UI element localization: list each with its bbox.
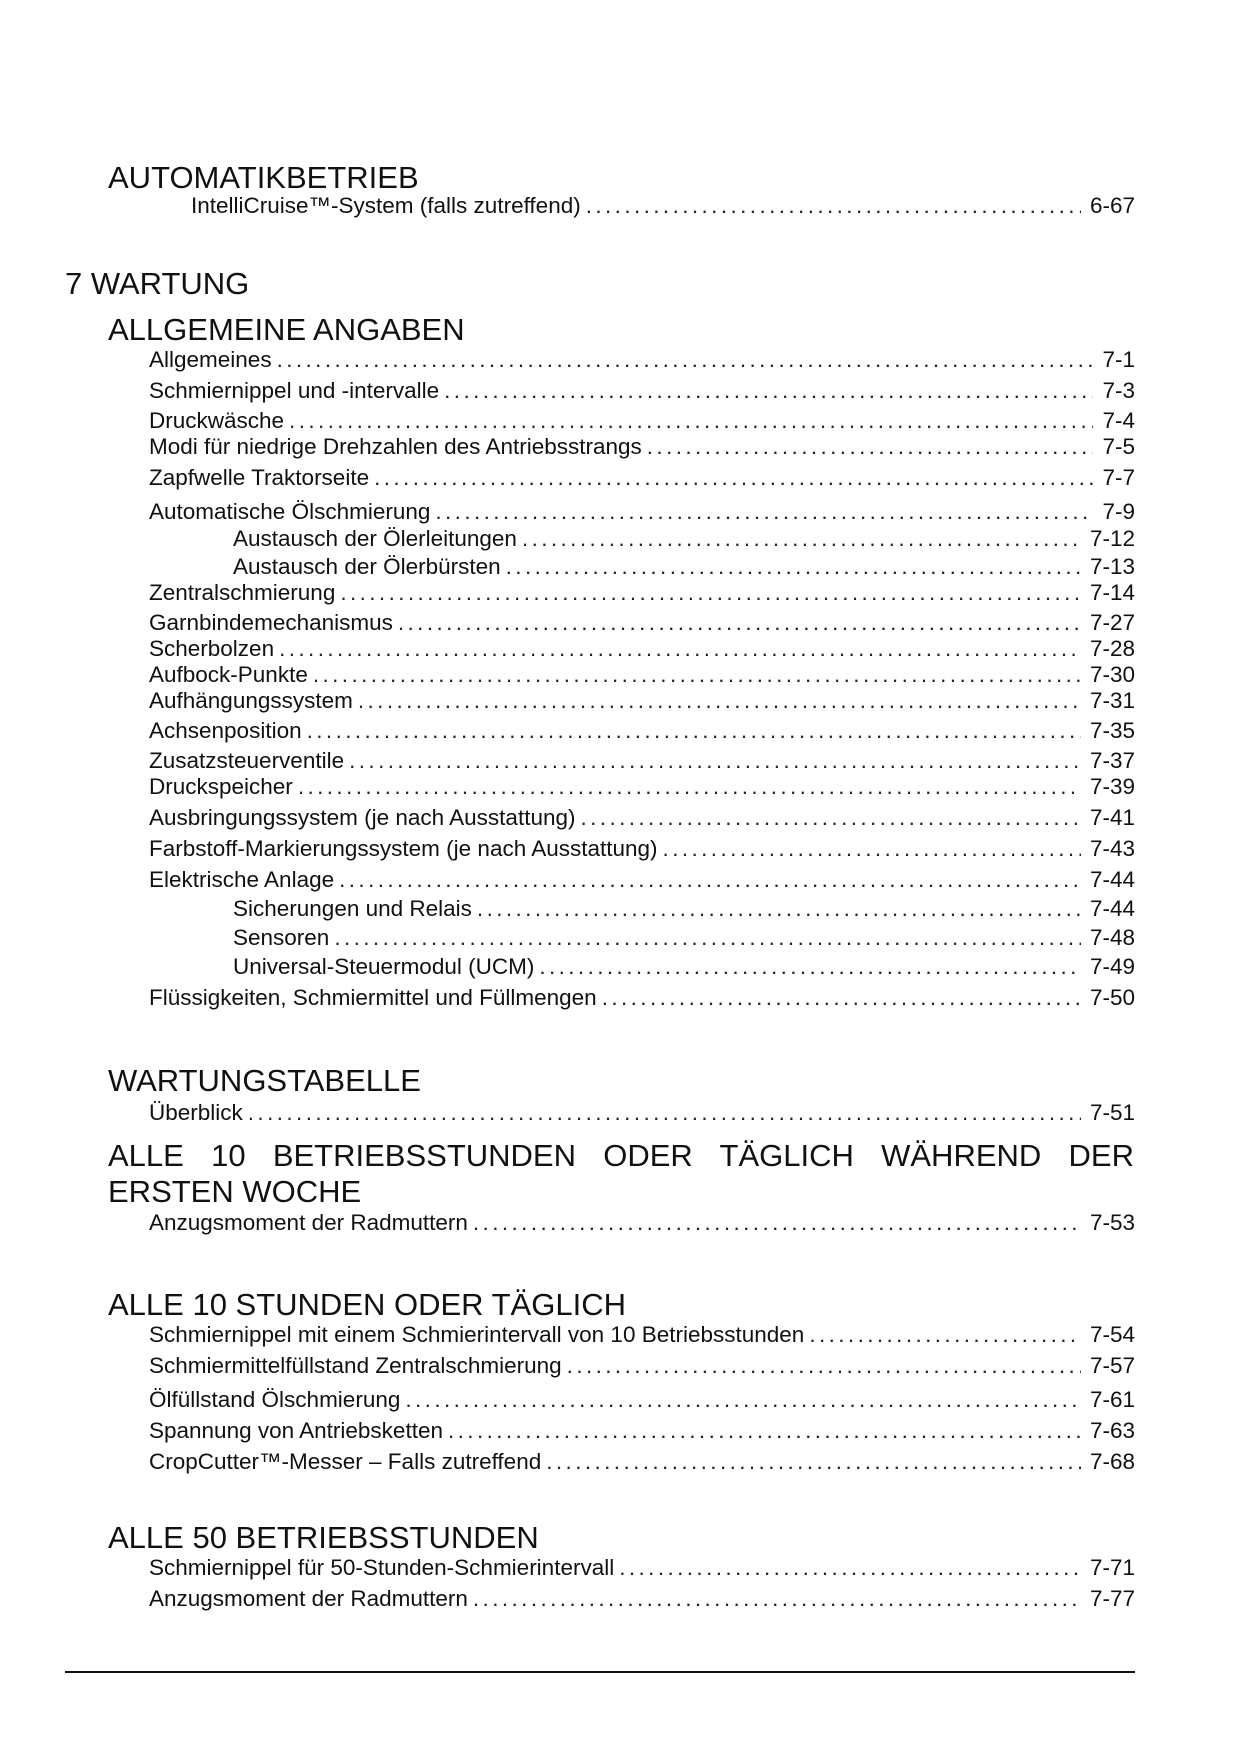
toc-entry-page: 7-54 — [1089, 1322, 1135, 1347]
dot-leader — [307, 718, 1081, 744]
dot-leader — [567, 1353, 1081, 1379]
toc-entry[interactable] — [191, 193, 1135, 219]
toc-entry[interactable] — [149, 636, 1135, 662]
dot-leader — [340, 580, 1081, 606]
section-heading: WARTUNGSTABELLE — [108, 1063, 421, 1098]
toc-entry-title: Achsenposition — [149, 718, 302, 743]
toc-entry-title: Spannung von Antriebsketten — [149, 1418, 443, 1443]
dot-leader — [358, 688, 1081, 714]
toc-entry[interactable] — [149, 610, 1135, 636]
toc-entry-title: Schmiernippel mit einem Schmierintervall von 10 Betriebsstunden — [149, 1322, 805, 1347]
dot-leader — [349, 748, 1081, 774]
toc-entry[interactable] — [149, 718, 1135, 744]
section-heading: ALLE 50 BETRIEBSSTUNDEN — [108, 1520, 539, 1555]
toc-entry-title: Schmiernippel für 50-Stunden-Schmierintervall — [149, 1555, 615, 1580]
toc-entry-page: 7-30 — [1089, 662, 1135, 687]
dot-leader — [663, 836, 1081, 862]
toc-entry-title: Zentralschmierung — [149, 580, 336, 605]
dot-leader — [435, 499, 1093, 525]
toc-entry-title: Schmiermittelfüllstand Zentralschmierung — [149, 1353, 562, 1378]
dot-leader — [398, 610, 1081, 636]
toc-entry[interactable] — [149, 1449, 1135, 1475]
dot-leader — [289, 408, 1093, 434]
dot-leader — [539, 954, 1081, 980]
toc-entry-title: Ölfüllstand Ölschmierung — [149, 1387, 401, 1412]
toc-entry[interactable] — [149, 774, 1135, 800]
toc-entry-title: Druckwäsche — [149, 408, 285, 433]
toc-entry-title: Scherbolzen — [149, 636, 275, 661]
toc-entry-title: Elektrische Anlage — [149, 867, 335, 892]
toc-entry-title: Aufhängungssystem — [149, 688, 353, 713]
toc-entry-title: Ausbringungssystem (je nach Ausstattung) — [149, 805, 576, 830]
toc-entry-title: Garnbindemechanismus — [149, 610, 393, 635]
toc-entry-page: 7-9 — [1102, 499, 1135, 524]
toc-entry-title: Modi für niedrige Drehzahlen des Antriebsstrangs — [149, 434, 642, 459]
toc-entry-page: 7-14 — [1089, 580, 1135, 605]
toc-entry-page: 7-77 — [1089, 1586, 1135, 1611]
toc-entry[interactable] — [149, 985, 1135, 1011]
toc-entry-page: 7-41 — [1089, 805, 1135, 830]
dot-leader — [546, 1449, 1081, 1475]
toc-entry[interactable] — [149, 499, 1135, 525]
toc-entry[interactable] — [149, 1100, 1135, 1126]
toc-entry-page: 7-44 — [1089, 867, 1135, 892]
dot-leader — [313, 662, 1081, 688]
toc-entry[interactable] — [149, 1555, 1135, 1581]
toc-entry-page: 7-13 — [1089, 554, 1135, 579]
toc-entry-page: 7-71 — [1089, 1555, 1135, 1580]
dot-leader — [586, 193, 1081, 219]
toc-entry-page: 7-31 — [1089, 688, 1135, 713]
toc-entry-page: 7-43 — [1089, 836, 1135, 861]
toc-entry-title: Austausch der Ölerbürsten — [233, 554, 501, 579]
footer-rule — [65, 1671, 1135, 1673]
dot-leader — [298, 774, 1081, 800]
toc-entry[interactable] — [149, 465, 1135, 491]
toc-entry-page: 7-50 — [1089, 985, 1135, 1010]
toc-entry-page: 7-61 — [1089, 1387, 1135, 1412]
dot-leader — [374, 465, 1093, 491]
toc-entry-page: 7-68 — [1089, 1449, 1135, 1474]
dot-leader — [477, 896, 1081, 922]
toc-entry[interactable] — [149, 836, 1135, 862]
toc-entry-page: 7-3 — [1102, 378, 1135, 403]
toc-entry-page: 7-39 — [1089, 774, 1135, 799]
toc-entry-page: 7-44 — [1089, 896, 1135, 921]
section-heading: ALLGEMEINE ANGABEN — [108, 312, 465, 347]
toc-entry[interactable] — [149, 805, 1135, 831]
dot-leader — [580, 805, 1080, 831]
toc-entry[interactable] — [149, 1387, 1135, 1413]
toc-entry-title: Austausch der Ölerleitungen — [233, 526, 517, 551]
toc-entry[interactable] — [149, 688, 1135, 714]
toc-entry-title: Zapfwelle Traktorseite — [149, 465, 370, 490]
toc-entry-page: 7-53 — [1089, 1210, 1135, 1235]
toc-entry-title: Druckspeicher — [149, 774, 293, 799]
toc-entry[interactable] — [149, 1353, 1135, 1379]
toc-entry-title: Anzugsmoment der Radmuttern — [149, 1210, 468, 1235]
dot-leader — [277, 347, 1094, 373]
toc-entry[interactable] — [149, 347, 1135, 373]
toc-entry-title: Aufbock-Punkte — [149, 662, 308, 687]
toc-entry-page: 7-1 — [1102, 347, 1135, 372]
toc-entry-title: CropCutter™-Messer – Falls zutreffend — [149, 1449, 542, 1474]
toc-entry-page: 7-28 — [1089, 636, 1135, 661]
toc-entry-page: 7-51 — [1089, 1100, 1135, 1125]
section-heading: AUTOMATIKBETRIEB — [108, 160, 419, 195]
toc-entry-title: Allgemeines — [149, 347, 272, 372]
toc-entry-title: IntelliCruise™-System (falls zutreffend) — [191, 193, 581, 218]
toc-entry-title: Universal-Steuermodul (UCM) — [233, 954, 535, 979]
toc-entry[interactable] — [149, 748, 1135, 774]
toc-entry-page: 7-63 — [1089, 1418, 1135, 1443]
toc-entry[interactable] — [149, 662, 1135, 688]
toc-entry-page: 7-7 — [1102, 465, 1135, 490]
toc-entry[interactable] — [233, 554, 1135, 580]
dot-leader — [619, 1555, 1081, 1581]
chapter-heading: 7 WARTUNG — [65, 266, 250, 301]
toc-entry-page: 7-35 — [1089, 718, 1135, 743]
toc-entry[interactable] — [233, 954, 1135, 980]
toc-entry-page: 7-5 — [1102, 434, 1135, 459]
toc-entry-title: Zusatzsteuerventile — [149, 748, 345, 773]
toc-entry[interactable] — [149, 1210, 1135, 1236]
toc-entry-page: 7-27 — [1089, 610, 1135, 635]
dot-leader — [405, 1387, 1081, 1413]
toc-entry-page: 7-12 — [1089, 526, 1135, 551]
toc-entry-page: 7-4 — [1102, 408, 1135, 433]
toc-entry[interactable] — [233, 896, 1135, 922]
dot-leader — [473, 1586, 1081, 1612]
section-heading: ALLE 10 BETRIEBSSTUNDEN ODER TÄGLICH WÄHREND DER ERSTEN WOCHE — [108, 1138, 1134, 1209]
toc-entry-title: Schmiernippel und -intervalle — [149, 378, 440, 403]
section-heading: ALLE 10 STUNDEN ODER TÄGLICH — [108, 1287, 626, 1322]
dot-leader — [248, 1100, 1081, 1126]
toc-entry[interactable] — [149, 408, 1135, 434]
toc-entry[interactable] — [149, 1322, 1135, 1348]
toc-entry-title: Flüssigkeiten, Schmiermittel und Füllmengen — [149, 985, 597, 1010]
toc-entry-page: 7-48 — [1089, 925, 1135, 950]
dot-leader — [809, 1322, 1081, 1348]
dot-leader — [602, 985, 1081, 1011]
toc-entry[interactable] — [149, 434, 1135, 460]
toc-entry-title: Sicherungen und Relais — [233, 896, 472, 921]
toc-entry-title: Farbstoff-Markierungssystem (je nach Ausstattung) — [149, 836, 658, 861]
toc-entry[interactable] — [149, 1586, 1135, 1612]
toc-entry-page: 7-49 — [1089, 954, 1135, 979]
toc-entry-title: Automatische Ölschmierung — [149, 499, 431, 524]
dot-leader — [339, 867, 1081, 893]
toc-entry[interactable] — [149, 1418, 1135, 1444]
toc-entry[interactable] — [233, 526, 1135, 552]
toc-entry-title: Anzugsmoment der Radmuttern — [149, 1586, 468, 1611]
toc-entry[interactable] — [149, 580, 1135, 606]
dot-leader — [448, 1418, 1081, 1444]
toc-entry-page: 7-57 — [1089, 1353, 1135, 1378]
toc-entry-page: 6-67 — [1089, 193, 1135, 218]
toc-entry[interactable] — [149, 867, 1135, 893]
dot-leader — [444, 378, 1093, 404]
dot-leader — [473, 1210, 1081, 1236]
toc-entry-page: 7-37 — [1089, 748, 1135, 773]
toc-entry-title: Sensoren — [233, 925, 330, 950]
toc-entry-title: Überblick — [149, 1100, 243, 1125]
toc-entry[interactable] — [233, 925, 1135, 951]
dot-leader — [506, 554, 1081, 580]
dot-leader — [522, 526, 1081, 552]
dot-leader — [647, 434, 1094, 460]
dot-leader — [334, 925, 1081, 951]
toc-entry[interactable] — [149, 378, 1135, 404]
dot-leader — [279, 636, 1081, 662]
